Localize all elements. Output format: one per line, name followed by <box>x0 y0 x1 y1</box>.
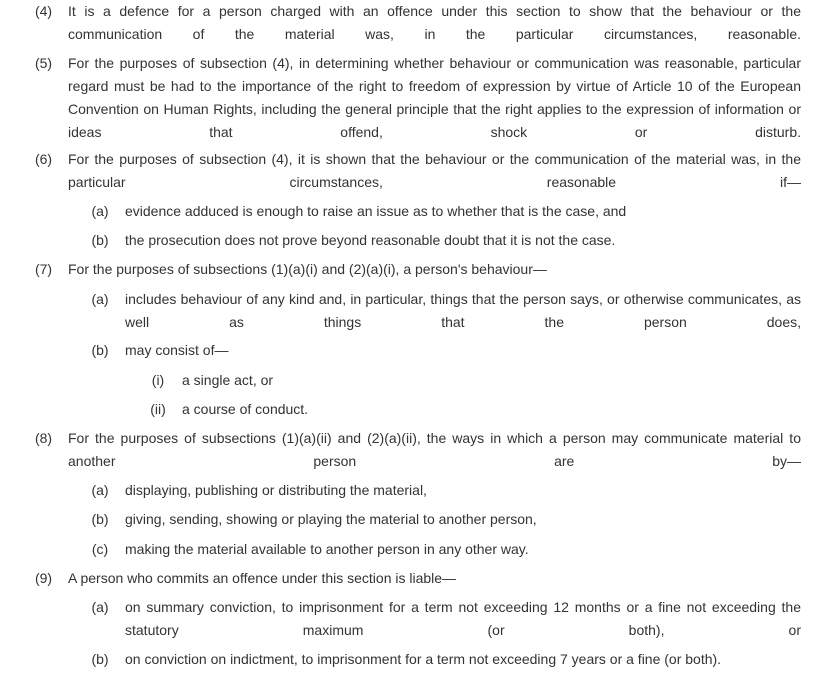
provision-text: evidence adduced is enough to raise an issue as to whether that is the case, and <box>125 203 627 219</box>
provision-number: (8) <box>34 430 53 446</box>
provision-text: For the purposes of subsection (4), in determining whether behaviour or communication was reasonable, particular regard must be had to the importance of the right to freedom of expression by virtue of Article 10 of the European Convention on Human Rights, including the general principle that the right applies to the expression of information or ideas that offend, shock or disturb. <box>68 55 801 140</box>
provision-number: (c) <box>91 541 109 557</box>
provision-text: includes behaviour of any kind and, in particular, things that the person says, or otherwise communicates, as well as things that the person does, <box>125 291 801 330</box>
provision-number: (a) <box>91 482 109 498</box>
provision-text: the prosecution does not prove beyond reasonable doubt that it is not the case. <box>125 232 616 248</box>
provision-text: For the purposes of subsections (1)(a)(i) and (2)(a)(i), a person's behaviour— <box>68 261 547 277</box>
provision-number: (b) <box>91 342 109 358</box>
provision-number: (4) <box>34 3 53 19</box>
provision-number: (b) <box>91 511 109 527</box>
provision-text: giving, sending, showing or playing the material to another person, <box>125 511 537 527</box>
provision-number: (7) <box>34 261 53 277</box>
paragraph-6a <box>88 200 801 223</box>
provision-number: (b) <box>91 651 109 667</box>
provision-text: a course of conduct. <box>182 401 309 417</box>
paragraph-9b <box>88 648 801 671</box>
provision-text: For the purposes of subsections (1)(a)(ii) and (2)(a)(ii), the ways in which a person may communicate material to another person are by— <box>68 430 801 469</box>
subsection-9 <box>31 567 801 590</box>
provision-number: (i) <box>151 372 165 388</box>
subparagraph-7b-i <box>146 369 801 392</box>
provision-number: (a) <box>91 599 109 615</box>
provision-text: may consist of— <box>125 342 229 358</box>
provision-number: (a) <box>91 291 109 307</box>
provision-text: making the material available to another person in any other way. <box>125 541 529 557</box>
provision-text: A person who commits an offence under this section is liable— <box>68 570 457 586</box>
provision-text: on conviction on indictment, to imprisonment for a term not exceeding 7 years or a fine (or both). <box>125 651 722 667</box>
provision-number: (b) <box>91 232 109 248</box>
provision-number: (9) <box>34 570 53 586</box>
provision-number: (5) <box>34 55 53 71</box>
subparagraph-7b-ii <box>146 398 801 421</box>
provision-text: For the purposes of subsection (4), it is shown that the behaviour or the communication of the material was, in the particular circumstances, reasonable if— <box>68 151 801 190</box>
provision-number: (6) <box>34 151 53 167</box>
provision-text: on summary conviction, to imprisonment for a term not exceeding 12 months or a fine not exceeding the statutory maximum (or both), or <box>125 599 801 638</box>
paragraph-7b <box>88 339 801 362</box>
provision-number: (a) <box>91 203 109 219</box>
paragraph-8c <box>88 538 801 561</box>
paragraph-8b <box>88 508 801 531</box>
paragraph-8a <box>88 479 801 502</box>
subsection-7 <box>31 258 801 281</box>
provision-text: a single act, or <box>182 372 274 388</box>
provision-number: (ii) <box>150 401 166 417</box>
provision-text: It is a defence for a person charged with an offence under this section to show that the behaviour or the communication of the material was, in the particular circumstances, reasonable. <box>68 3 801 42</box>
paragraph-6b <box>88 229 801 252</box>
provision-text: displaying, publishing or distributing the material, <box>125 482 427 498</box>
